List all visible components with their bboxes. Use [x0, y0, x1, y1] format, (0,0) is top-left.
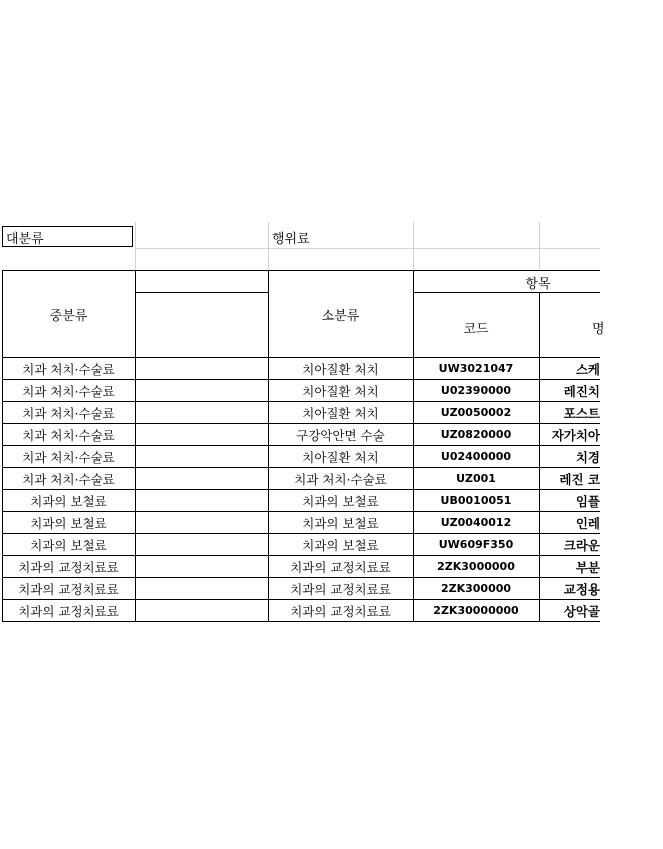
cell-name: 포스트	[563, 406, 600, 421]
cell-name: 레진 코	[559, 472, 600, 487]
cell-name: 스케	[575, 362, 600, 377]
cell-sub-category: 치과의 교정치료료	[290, 560, 391, 575]
cell-sub-category: 치과의 교정치료료	[290, 604, 391, 619]
cell-code: U02400000	[440, 450, 512, 463]
grid-line	[135, 222, 136, 270]
header-item-group: 항목	[525, 277, 551, 292]
cell-name: 크라운	[563, 538, 600, 553]
cell-sub-category: 치과의 교정치료료	[290, 582, 391, 597]
cell-code: UB0010051	[440, 494, 512, 507]
cell-mid-category: 치과 처치·수술료	[22, 472, 115, 487]
cell-name: 레진치	[563, 384, 600, 399]
cell-mid-category: 치과의 보철료	[30, 516, 107, 531]
cell-code: U02390000	[440, 384, 512, 397]
cell-sub-category: 치과의 보철료	[302, 516, 379, 531]
cell-name: 상악골	[563, 604, 600, 619]
cell-name: 인레	[575, 516, 600, 531]
table-border	[135, 292, 268, 293]
cell-code: UW3021047	[438, 362, 514, 375]
grid-line	[268, 222, 269, 270]
cell-code: UZ0040012	[440, 516, 512, 529]
cell-code: 2ZK30000000	[433, 604, 519, 617]
cell-name: 임플	[575, 494, 600, 509]
cell-mid-category: 치과 처치·수술료	[22, 450, 115, 465]
cell-code: UZ0820000	[440, 428, 512, 441]
cell-mid-category: 치과 처치·수술료	[22, 384, 115, 399]
cell-sub-category: 치아질환 처치	[302, 406, 379, 421]
cell-sub-category: 치과의 보철료	[302, 494, 379, 509]
cell-mid-category: 치과의 교정치료료	[18, 582, 119, 597]
cell-sub-category: 치과 처치·수술료	[294, 472, 387, 487]
grid-line	[135, 248, 600, 249]
cell-name: 치경	[575, 450, 600, 465]
cell-mid-category: 치과의 교정치료료	[18, 604, 119, 619]
cell-mid-category: 치과의 보철료	[30, 538, 107, 553]
cell-sub-category: 치아질환 처치	[302, 450, 379, 465]
cell-code: 2ZK3000000	[437, 560, 515, 573]
header-name: 명	[592, 322, 605, 337]
cell-code: UW609F350	[438, 538, 514, 551]
grid-line	[539, 222, 540, 270]
cell-mid-category: 치과의 교정치료료	[18, 560, 119, 575]
header-sub-category: 소분류	[321, 309, 360, 324]
cell-sub-category: 치과의 보철료	[302, 538, 379, 553]
cell-mid-category: 치과 처치·수술료	[22, 362, 115, 377]
category-value: 행위료	[272, 232, 310, 247]
cell-sub-category: 구강악안면 수술	[296, 428, 385, 443]
table-border	[413, 292, 600, 293]
category-label: 대분류	[6, 232, 44, 247]
cell-code: UZ001	[456, 472, 496, 485]
cell-code: 2ZK300000	[440, 582, 512, 595]
cell-mid-category: 치과 처치·수술료	[22, 428, 115, 443]
cell-name: 교정용	[563, 582, 600, 597]
cell-name: 부분	[575, 560, 600, 575]
grid-line	[413, 222, 414, 270]
cell-code: UZ0050002	[440, 406, 512, 419]
table-border	[2, 270, 600, 271]
header-mid-category: 중분류	[49, 309, 88, 324]
cell-mid-category: 치과의 보철료	[30, 494, 107, 509]
header-code: 코드	[463, 322, 489, 337]
cell-sub-category: 치아질환 처치	[302, 384, 379, 399]
cell-mid-category: 치과 처치·수술료	[22, 406, 115, 421]
table-border	[2, 621, 600, 622]
cell-name: 자가치아	[551, 428, 600, 443]
cell-sub-category: 치아질환 처치	[302, 362, 379, 377]
